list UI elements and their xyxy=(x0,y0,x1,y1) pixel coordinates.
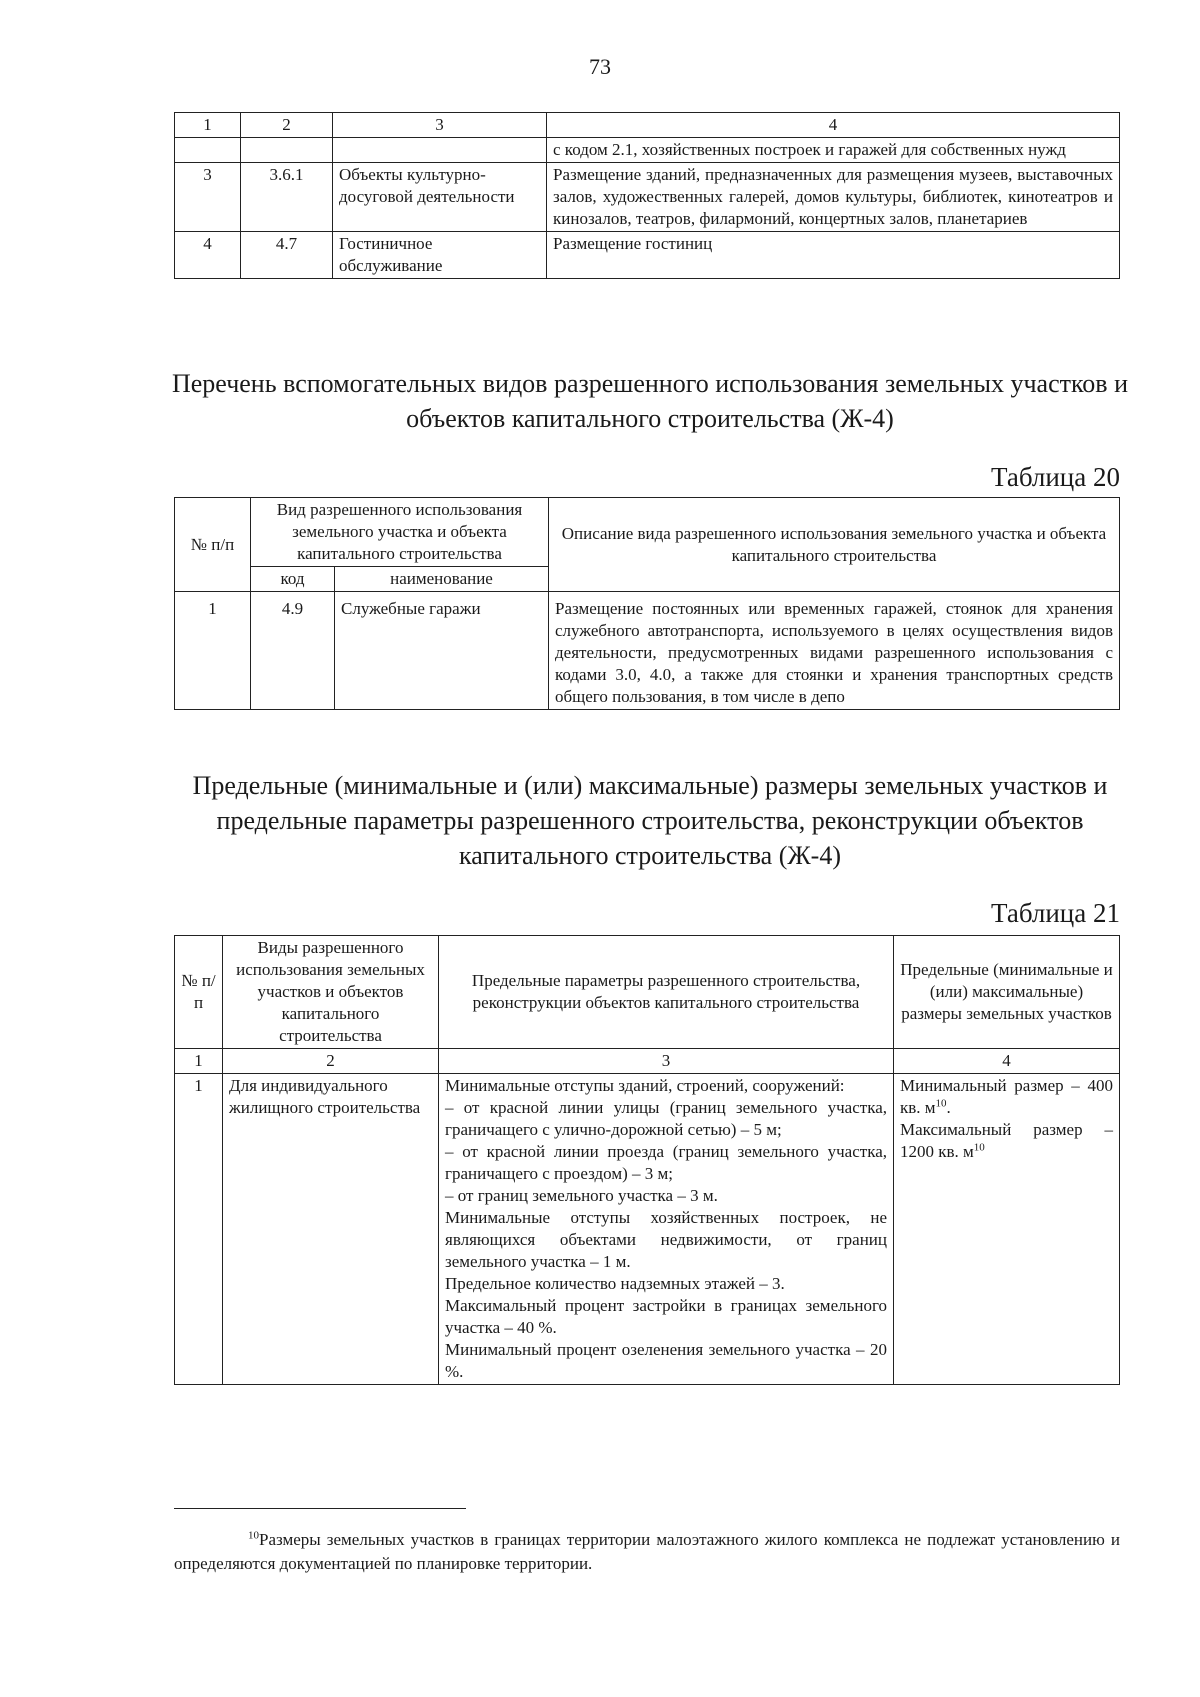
footnote xyxy=(174,1528,1120,1576)
header-name: наименование xyxy=(335,567,549,592)
page-number: 73 xyxy=(589,54,611,79)
row-description: Размещение зданий, предназначенных для размещения музеев, выставочных залов, художественных галерей, домов культуры, библиотек, кинотеатров и кинозалов, театров, филармоний, концертных залов, планетариев xyxy=(547,163,1120,232)
numbering-cell: 2 xyxy=(223,1049,439,1074)
header-sizes: Предельные (минимальные и (или) максимальные) размеры земельных участков xyxy=(894,936,1120,1049)
section-heading-limits: Предельные (минимальные и (или) максимальные) размеры земельных участков и предельные параметры разрешенного строительства, реконструкции объектов капитального строительства (Ж-4) xyxy=(192,771,1108,870)
row-name: Служебные гаражи xyxy=(335,592,549,710)
param-line: Предельное количество надземных этажей – 3. xyxy=(445,1274,785,1293)
footnote-ref: 10 xyxy=(973,1141,985,1154)
header-code: код xyxy=(251,567,335,592)
row-code: 4.9 xyxy=(251,592,335,710)
param-line: – от границ земельного участка – 3 м. xyxy=(445,1186,718,1205)
row-number: 4 xyxy=(175,232,241,279)
header-cell: 1 xyxy=(175,113,241,138)
table-20 xyxy=(174,497,1120,710)
row-sizes xyxy=(894,1074,1120,1385)
row-number: 1 xyxy=(175,1074,223,1385)
table-header-row xyxy=(175,498,1120,567)
header-description: Описание вида разрешенного использования земельного участка и объекта капитального строительства xyxy=(549,498,1120,592)
table-numbering-row xyxy=(175,1049,1120,1074)
param-line: Минимальные отступы хозяйственных построек, не являющихся объектами недвижимости, от границ земельного участка – 1 м. xyxy=(445,1208,887,1271)
footnote-marker: 10 xyxy=(248,1529,259,1542)
row-type: Для индивидуального жилищного строительства xyxy=(223,1074,439,1385)
table-row xyxy=(175,592,1120,710)
row-name: Объекты культурно-досуговой деятельности xyxy=(333,163,547,232)
row-number xyxy=(175,138,241,163)
size-text: Максимальный размер – 1200 кв. м xyxy=(900,1120,1113,1161)
size-line xyxy=(900,1075,1113,1119)
size-line xyxy=(900,1119,1113,1163)
footnote-text-wrap xyxy=(174,1528,1120,1576)
table-header-row xyxy=(175,113,1120,138)
row-description: Размещение постоянных или временных гаражей, стоянок для хранения служебного автотранспорта, используемого в целях осуществления видов деятельности, предусмотренных видами разрешенного использования с кодами 3.0, 4.0, а также для стоянки и хранения транспортных средств общего пользования, в том числе в депо xyxy=(549,592,1120,710)
header-type-group: Вид разрешенного использования земельного участка и объекта капитального строительства xyxy=(251,498,549,567)
row-code xyxy=(241,138,333,163)
footnote-text: Размеры земельных участков в границах территории малоэтажного жилого комплекса не подлежат установлению и определяются документацией по планировке территории. xyxy=(174,1530,1120,1573)
footnote-ref: 10 xyxy=(935,1097,947,1110)
size-text: Минимальный размер – 400 кв. м xyxy=(900,1076,1113,1117)
table-row xyxy=(175,232,1120,279)
size-tail: . xyxy=(946,1098,951,1117)
param-line: Минимальные отступы зданий, строений, сооружений: xyxy=(445,1076,845,1095)
row-number: 1 xyxy=(175,592,251,710)
table-21-label: Таблица 21 xyxy=(991,898,1120,928)
header-cell: 2 xyxy=(241,113,333,138)
row-description: с кодом 2.1, хозяйственных построек и гаражей для собственных нужд xyxy=(547,138,1120,163)
header-number: № п/п xyxy=(175,936,223,1049)
row-name: Гостиничное обслуживание xyxy=(333,232,547,279)
header-params: Предельные параметры разрешенного строительства, реконструкции объектов капитального строительства xyxy=(439,936,894,1049)
row-code: 4.7 xyxy=(241,232,333,279)
table-header-row xyxy=(175,936,1120,1049)
param-line: Минимальный процент озеленения земельного участка – 20 %. xyxy=(445,1340,887,1381)
numbering-cell: 3 xyxy=(439,1049,894,1074)
row-params xyxy=(439,1074,894,1385)
continued-table xyxy=(174,112,1120,279)
row-description: Размещение гостиниц xyxy=(547,232,1120,279)
table-row xyxy=(175,163,1120,232)
footnote-divider xyxy=(174,1508,466,1509)
table-row xyxy=(175,138,1120,163)
row-code: 3.6.1 xyxy=(241,163,333,232)
section-heading-auxiliary-uses: Перечень вспомогательных видов разрешенного использования земельных участков и объектов капитального строительства (Ж-4) xyxy=(171,369,1128,433)
row-number: 3 xyxy=(175,163,241,232)
row-name xyxy=(333,138,547,163)
header-types: Виды разрешенного использования земельных участков и объектов капитального строительства xyxy=(223,936,439,1049)
header-number: № п/п xyxy=(175,498,251,592)
table-20-label: Таблица 20 xyxy=(991,462,1120,492)
table-21 xyxy=(174,935,1120,1385)
header-cell: 3 xyxy=(333,113,547,138)
table-row xyxy=(175,1074,1120,1385)
header-cell: 4 xyxy=(547,113,1120,138)
param-line: – от красной линии проезда (границ земельного участка, граничащего с проездом) – 3 м; xyxy=(445,1142,887,1183)
param-line: Максимальный процент застройки в границах земельного участка – 40 %. xyxy=(445,1296,887,1337)
param-line: – от красной линии улицы (границ земельного участка, граничащего с улично-дорожной сетью) – 5 м; xyxy=(445,1098,887,1139)
numbering-cell: 1 xyxy=(175,1049,223,1074)
numbering-cell: 4 xyxy=(894,1049,1120,1074)
